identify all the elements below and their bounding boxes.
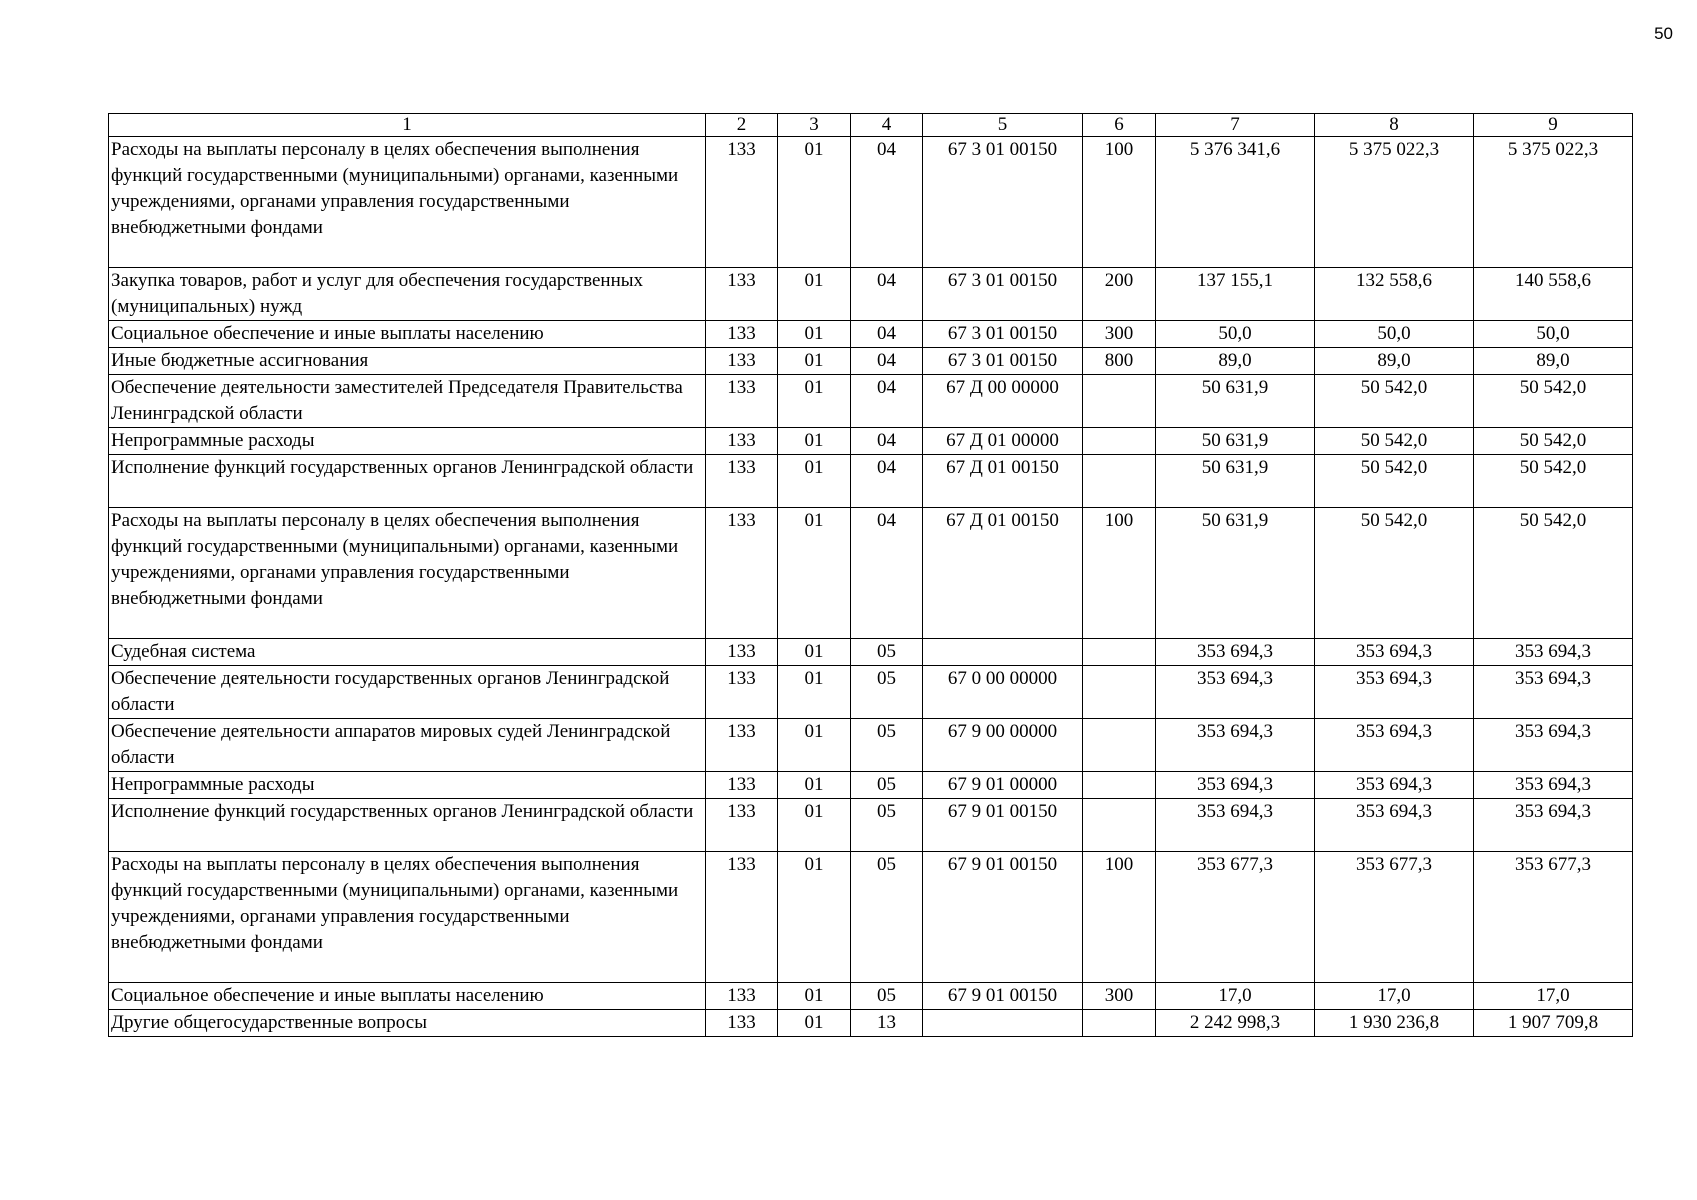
cell-col6: 300 — [1083, 983, 1156, 1010]
cell-col2: 133 — [706, 268, 778, 321]
table-row — [109, 799, 1633, 852]
cell-col5: 67 Д 00 00000 — [923, 375, 1083, 428]
cell-col9: 50 542,0 — [1474, 428, 1633, 455]
cell-col8: 353 694,3 — [1315, 719, 1474, 772]
column-header: 6 — [1083, 114, 1156, 137]
cell-col5: 67 9 01 00150 — [923, 983, 1083, 1010]
cell-col7: 89,0 — [1156, 348, 1315, 375]
cell-col6 — [1083, 375, 1156, 428]
table-row — [109, 666, 1633, 719]
cell-col9: 353 694,3 — [1474, 639, 1633, 666]
cell-col8: 50 542,0 — [1315, 428, 1474, 455]
cell-col9: 1 907 709,8 — [1474, 1010, 1633, 1037]
table-row — [109, 719, 1633, 772]
row-name: Расходы на выплаты персоналу в целях обеспечения выполнения функций государственными (муниципальными) органами, казенными учреждениями, органами управления государственными внебюджетными фондами — [109, 852, 706, 983]
cell-col6: 300 — [1083, 321, 1156, 348]
cell-col8: 50,0 — [1315, 321, 1474, 348]
cell-col6 — [1083, 772, 1156, 799]
cell-col7: 50,0 — [1156, 321, 1315, 348]
table-row — [109, 321, 1633, 348]
cell-col4: 05 — [851, 719, 923, 772]
cell-col5: 67 9 01 00150 — [923, 852, 1083, 983]
cell-col4: 13 — [851, 1010, 923, 1037]
cell-col3: 01 — [778, 428, 851, 455]
column-header: 4 — [851, 114, 923, 137]
cell-col2: 133 — [706, 455, 778, 508]
cell-col7: 353 694,3 — [1156, 639, 1315, 666]
cell-col8: 50 542,0 — [1315, 375, 1474, 428]
cell-col7: 17,0 — [1156, 983, 1315, 1010]
cell-col2: 133 — [706, 321, 778, 348]
row-name: Исполнение функций государственных органов Ленинградской области — [109, 799, 706, 852]
cell-col8: 132 558,6 — [1315, 268, 1474, 321]
table-row — [109, 852, 1633, 983]
cell-col2: 133 — [706, 983, 778, 1010]
cell-col6: 800 — [1083, 348, 1156, 375]
cell-col8: 353 677,3 — [1315, 852, 1474, 983]
table-row — [109, 268, 1633, 321]
row-name: Социальное обеспечение и иные выплаты населению — [109, 983, 706, 1010]
cell-col4: 04 — [851, 137, 923, 268]
table-row — [109, 772, 1633, 799]
cell-col4: 05 — [851, 772, 923, 799]
column-header: 3 — [778, 114, 851, 137]
row-name: Иные бюджетные ассигнования — [109, 348, 706, 375]
cell-col2: 133 — [706, 719, 778, 772]
row-name: Непрограммные расходы — [109, 428, 706, 455]
cell-col9: 5 375 022,3 — [1474, 137, 1633, 268]
column-header: 5 — [923, 114, 1083, 137]
cell-col7: 353 694,3 — [1156, 799, 1315, 852]
cell-col4: 04 — [851, 321, 923, 348]
cell-col3: 01 — [778, 508, 851, 639]
cell-col2: 133 — [706, 348, 778, 375]
cell-col5: 67 3 01 00150 — [923, 137, 1083, 268]
table-row — [109, 455, 1633, 508]
cell-col9: 353 694,3 — [1474, 772, 1633, 799]
cell-col6: 100 — [1083, 852, 1156, 983]
cell-col8: 5 375 022,3 — [1315, 137, 1474, 268]
column-header: 2 — [706, 114, 778, 137]
cell-col9: 89,0 — [1474, 348, 1633, 375]
cell-col8: 50 542,0 — [1315, 455, 1474, 508]
row-name: Обеспечение деятельности государственных органов Ленинградской области — [109, 666, 706, 719]
table-row — [109, 137, 1633, 268]
column-header: 7 — [1156, 114, 1315, 137]
cell-col7: 353 677,3 — [1156, 852, 1315, 983]
cell-col9: 50 542,0 — [1474, 508, 1633, 639]
page-number: 50 — [1654, 24, 1673, 43]
cell-col5: 67 Д 01 00150 — [923, 508, 1083, 639]
cell-col4: 05 — [851, 983, 923, 1010]
cell-col4: 05 — [851, 666, 923, 719]
cell-col5: 67 3 01 00150 — [923, 268, 1083, 321]
cell-col9: 353 694,3 — [1474, 666, 1633, 719]
cell-col9: 50 542,0 — [1474, 375, 1633, 428]
cell-col5: 67 0 00 00000 — [923, 666, 1083, 719]
cell-col4: 04 — [851, 268, 923, 321]
cell-col8: 50 542,0 — [1315, 508, 1474, 639]
cell-col6 — [1083, 719, 1156, 772]
budget-table — [108, 113, 1633, 1037]
cell-col9: 50,0 — [1474, 321, 1633, 348]
cell-col4: 04 — [851, 455, 923, 508]
cell-col7: 50 631,9 — [1156, 428, 1315, 455]
cell-col4: 05 — [851, 639, 923, 666]
cell-col8: 89,0 — [1315, 348, 1474, 375]
cell-col6 — [1083, 666, 1156, 719]
cell-col5: 67 Д 01 00150 — [923, 455, 1083, 508]
cell-col7: 353 694,3 — [1156, 719, 1315, 772]
cell-col7: 137 155,1 — [1156, 268, 1315, 321]
cell-col2: 133 — [706, 772, 778, 799]
cell-col9: 353 694,3 — [1474, 799, 1633, 852]
row-name: Расходы на выплаты персоналу в целях обеспечения выполнения функций государственными (муниципальными) органами, казенными учреждениями, органами управления государственными внебюджетными фондами — [109, 508, 706, 639]
cell-col6 — [1083, 455, 1156, 508]
cell-col4: 04 — [851, 428, 923, 455]
cell-col4: 04 — [851, 508, 923, 639]
row-name: Закупка товаров, работ и услуг для обеспечения государственных (муниципальных) нужд — [109, 268, 706, 321]
table-row — [109, 348, 1633, 375]
cell-col6: 100 — [1083, 508, 1156, 639]
cell-col2: 133 — [706, 799, 778, 852]
cell-col3: 01 — [778, 852, 851, 983]
cell-col2: 133 — [706, 375, 778, 428]
cell-col5: 67 9 01 00150 — [923, 799, 1083, 852]
cell-col2: 133 — [706, 666, 778, 719]
cell-col3: 01 — [778, 639, 851, 666]
cell-col9: 353 694,3 — [1474, 719, 1633, 772]
cell-col2: 133 — [706, 1010, 778, 1037]
cell-col2: 133 — [706, 852, 778, 983]
cell-col9: 17,0 — [1474, 983, 1633, 1010]
cell-col7: 50 631,9 — [1156, 508, 1315, 639]
cell-col3: 01 — [778, 375, 851, 428]
table-row — [109, 639, 1633, 666]
cell-col3: 01 — [778, 719, 851, 772]
cell-col3: 01 — [778, 137, 851, 268]
row-name: Судебная система — [109, 639, 706, 666]
cell-col8: 353 694,3 — [1315, 666, 1474, 719]
cell-col3: 01 — [778, 666, 851, 719]
table-row — [109, 983, 1633, 1010]
cell-col7: 5 376 341,6 — [1156, 137, 1315, 268]
cell-col2: 133 — [706, 428, 778, 455]
cell-col6 — [1083, 1010, 1156, 1037]
cell-col5: 67 9 01 00000 — [923, 772, 1083, 799]
row-name: Исполнение функций государственных органов Ленинградской области — [109, 455, 706, 508]
cell-col8: 353 694,3 — [1315, 799, 1474, 852]
cell-col6: 100 — [1083, 137, 1156, 268]
cell-col5 — [923, 1010, 1083, 1037]
cell-col4: 05 — [851, 799, 923, 852]
column-header: 9 — [1474, 114, 1633, 137]
cell-col5: 67 3 01 00150 — [923, 321, 1083, 348]
cell-col5: 67 3 01 00150 — [923, 348, 1083, 375]
cell-col4: 04 — [851, 375, 923, 428]
cell-col4: 04 — [851, 348, 923, 375]
cell-col8: 353 694,3 — [1315, 772, 1474, 799]
header-row — [109, 114, 1633, 137]
cell-col2: 133 — [706, 137, 778, 268]
row-name: Обеспечение деятельности аппаратов мировых судей Ленинградской области — [109, 719, 706, 772]
column-header: 8 — [1315, 114, 1474, 137]
cell-col3: 01 — [778, 983, 851, 1010]
cell-col7: 2 242 998,3 — [1156, 1010, 1315, 1037]
cell-col3: 01 — [778, 772, 851, 799]
cell-col5: 67 9 00 00000 — [923, 719, 1083, 772]
cell-col9: 140 558,6 — [1474, 268, 1633, 321]
cell-col2: 133 — [706, 508, 778, 639]
cell-col3: 01 — [778, 799, 851, 852]
cell-col6 — [1083, 639, 1156, 666]
cell-col3: 01 — [778, 1010, 851, 1037]
cell-col8: 17,0 — [1315, 983, 1474, 1010]
table-row — [109, 508, 1633, 639]
cell-col7: 353 694,3 — [1156, 666, 1315, 719]
table-row — [109, 1010, 1633, 1037]
cell-col7: 353 694,3 — [1156, 772, 1315, 799]
table-row — [109, 375, 1633, 428]
cell-col7: 50 631,9 — [1156, 455, 1315, 508]
table-row — [109, 428, 1633, 455]
cell-col5: 67 Д 01 00000 — [923, 428, 1083, 455]
row-name: Обеспечение деятельности заместителей Председателя Правительства Ленинградской области — [109, 375, 706, 428]
cell-col6: 200 — [1083, 268, 1156, 321]
cell-col3: 01 — [778, 268, 851, 321]
cell-col4: 05 — [851, 852, 923, 983]
row-name: Расходы на выплаты персоналу в целях обеспечения выполнения функций государственными (муниципальными) органами, казенными учреждениями, органами управления государственными внебюджетными фондами — [109, 137, 706, 268]
row-name: Непрограммные расходы — [109, 772, 706, 799]
cell-col3: 01 — [778, 455, 851, 508]
cell-col5 — [923, 639, 1083, 666]
cell-col2: 133 — [706, 639, 778, 666]
cell-col9: 50 542,0 — [1474, 455, 1633, 508]
cell-col7: 50 631,9 — [1156, 375, 1315, 428]
cell-col6 — [1083, 799, 1156, 852]
cell-col3: 01 — [778, 348, 851, 375]
column-header: 1 — [109, 114, 706, 137]
row-name: Социальное обеспечение и иные выплаты населению — [109, 321, 706, 348]
cell-col6 — [1083, 428, 1156, 455]
cell-col8: 1 930 236,8 — [1315, 1010, 1474, 1037]
cell-col8: 353 694,3 — [1315, 639, 1474, 666]
cell-col9: 353 677,3 — [1474, 852, 1633, 983]
row-name: Другие общегосударственные вопросы — [109, 1010, 706, 1037]
cell-col3: 01 — [778, 321, 851, 348]
